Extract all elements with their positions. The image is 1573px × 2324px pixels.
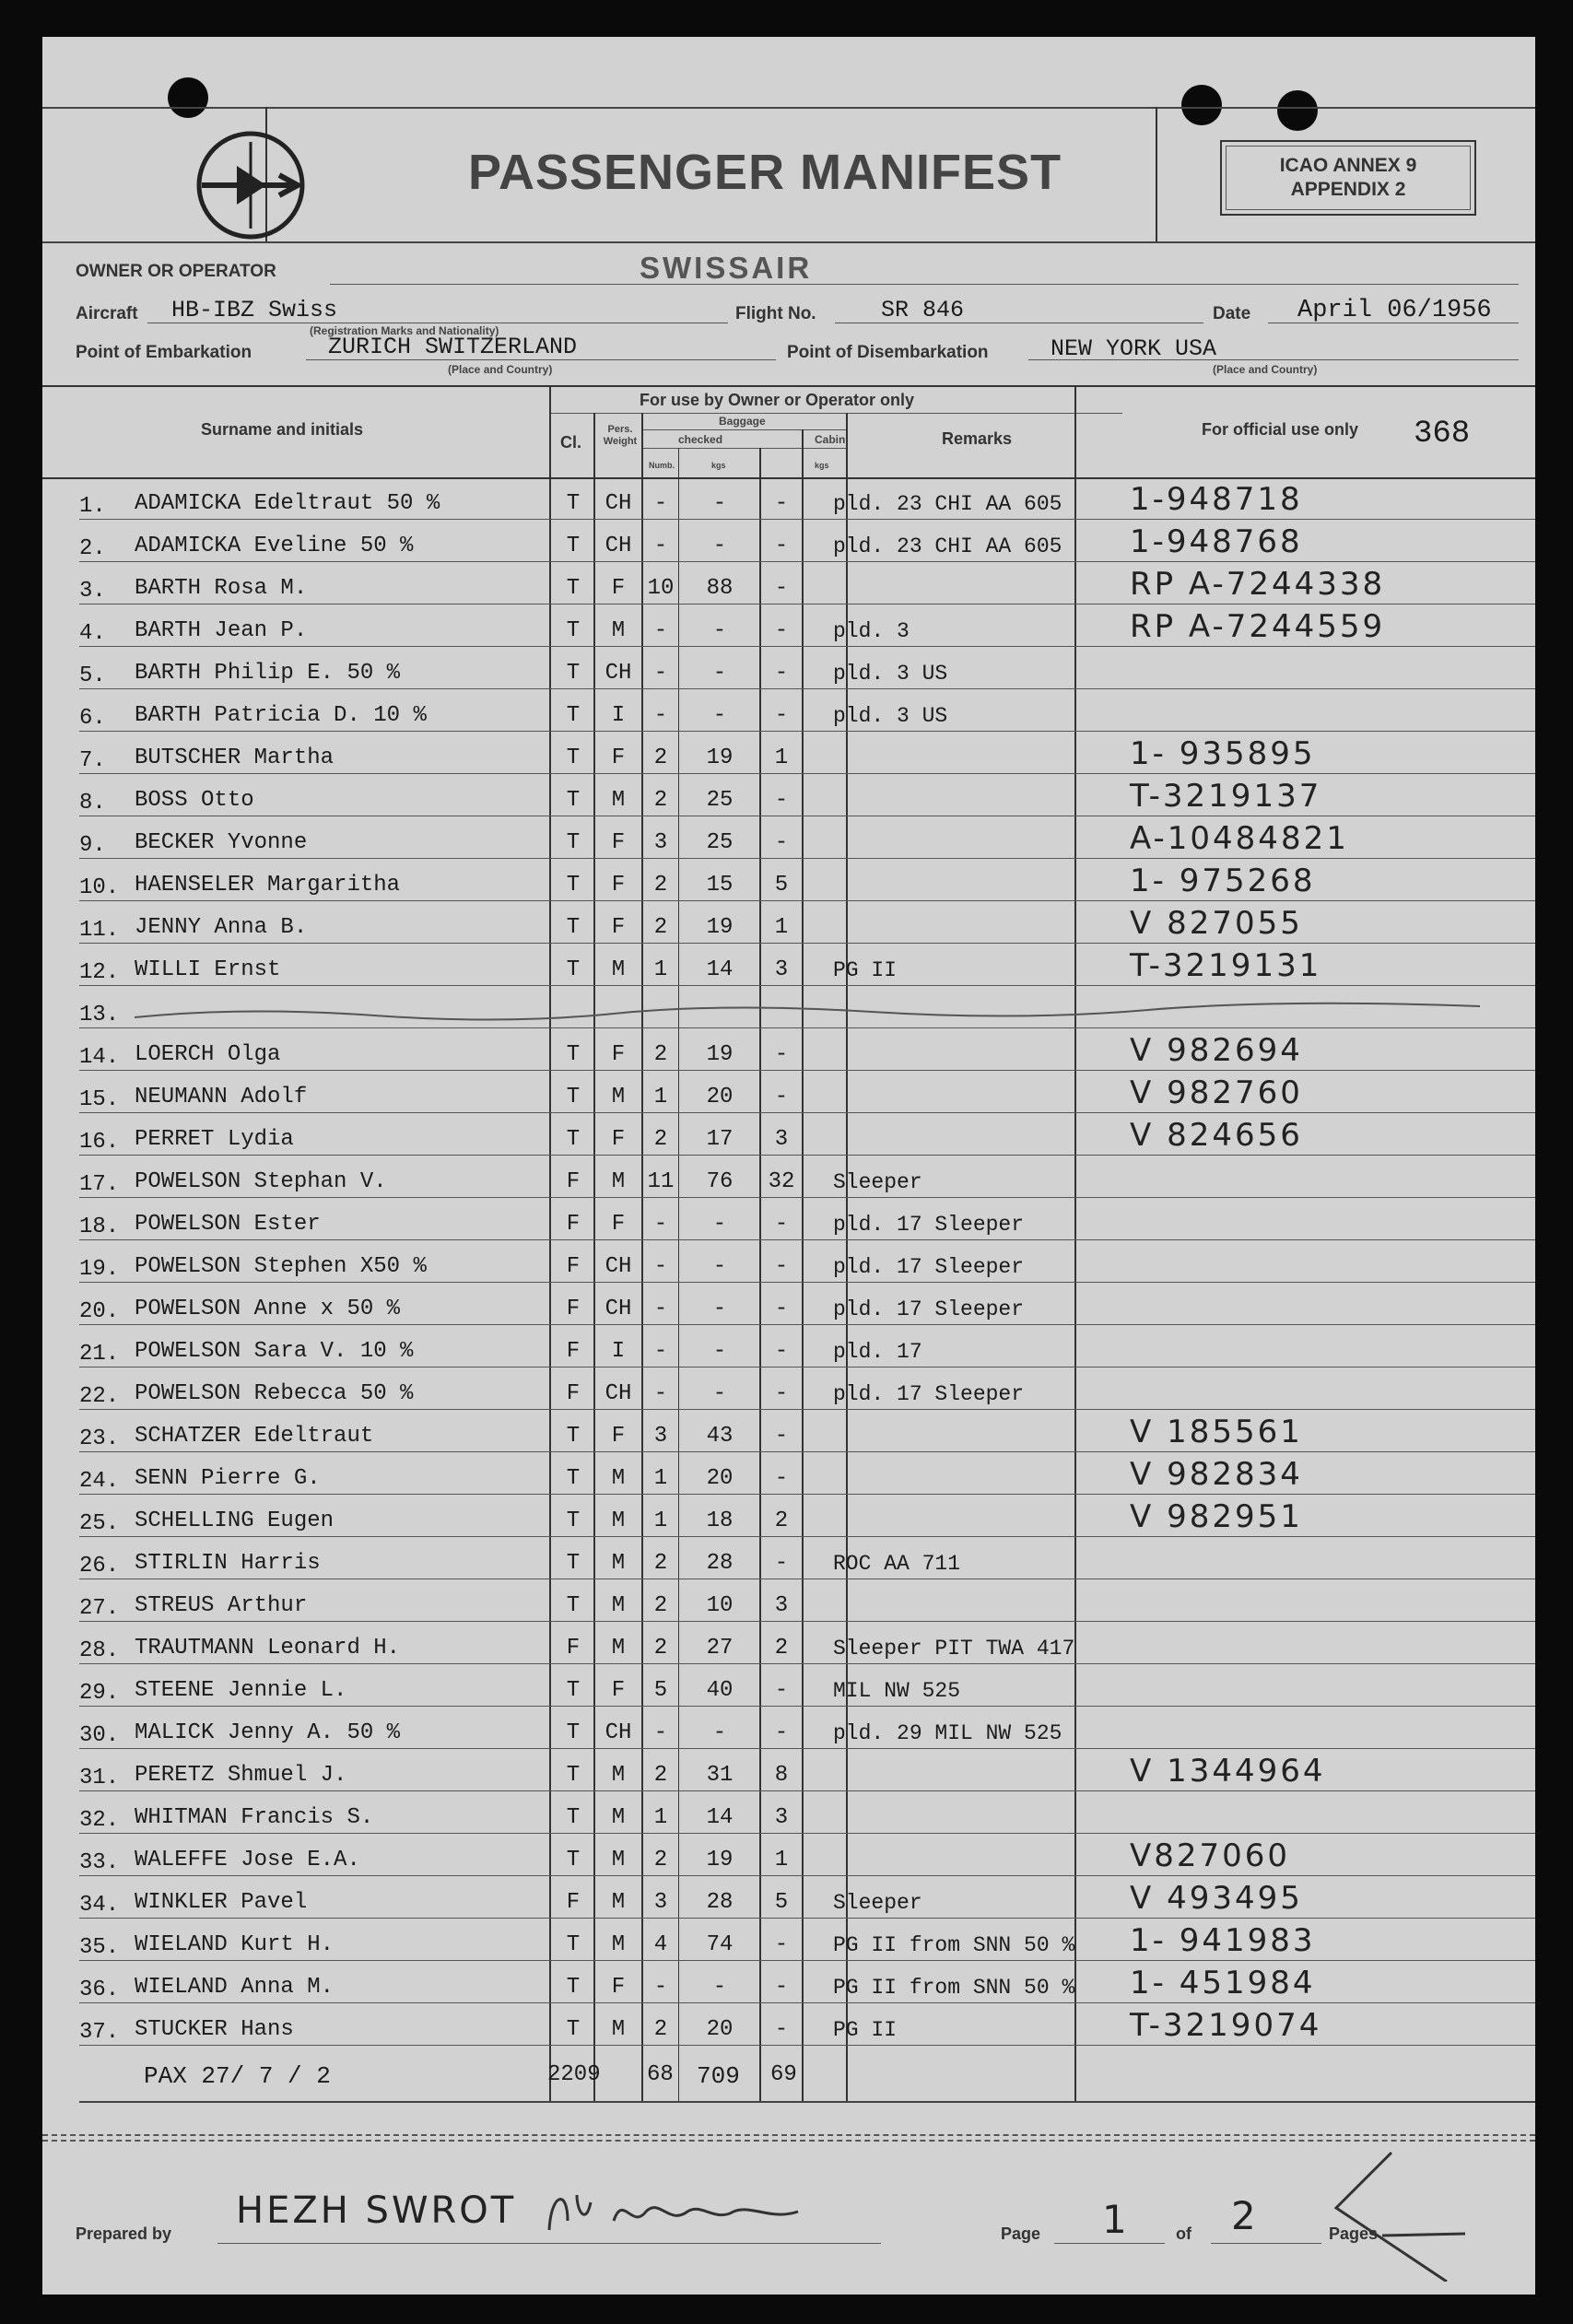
passenger-name: STIRLIN Harris xyxy=(135,1551,321,1576)
passenger-row: 21. POWELSON Sara V. 10 % F I - - - pld. 17 xyxy=(42,1327,1535,1369)
passenger-name: MALICK Jenny A. 50 % xyxy=(135,1720,401,1745)
passenger-row: 33. WALEFFE Jose E.A. T M 2 19 1 V827060 xyxy=(42,1836,1535,1878)
embark-value: ZURICH SWITZERLAND xyxy=(328,334,578,360)
official-handwriting: V 982760 xyxy=(1130,1074,1303,1111)
passenger-row: 31. PERETZ Shmuel J. T M 2 31 8 V 1344964 xyxy=(42,1751,1535,1793)
official-handwriting: V 493495 xyxy=(1130,1880,1303,1917)
passenger-row: 28. TRAUTMANN Leonard H. F M 2 27 2 Sleeper PIT TWA 417 xyxy=(42,1624,1535,1666)
aircraft-label: Aircraft xyxy=(76,304,138,323)
passenger-row: 3. BARTH Rosa M. T F 10 88 - RP A-7244338 xyxy=(42,564,1535,606)
passenger-row: 1. ADAMICKA Edeltraut 50 % T CH - - - pld. 23 CHI AA 605 1-948718 xyxy=(42,479,1535,522)
passenger-name: ADAMICKA Eveline 50 % xyxy=(135,534,414,558)
passenger-name: NEUMANN Adolf xyxy=(135,1085,308,1109)
passenger-name: STREUS Arthur xyxy=(135,1593,308,1618)
passenger-name: SCHATZER Edeltraut xyxy=(135,1424,374,1449)
passenger-row: 7. BUTSCHER Martha T F 2 19 1 1- 935895 xyxy=(42,734,1535,776)
official-handwriting: T-3219137 xyxy=(1130,778,1322,815)
icao-line: APPENDIX 2 xyxy=(1290,179,1406,200)
passenger-row: 15. NEUMANN Adolf T M 1 20 - V 982760 xyxy=(42,1073,1535,1115)
passenger-row: 17. POWELSON Stephan V. F M 11 76 32 Sleeper xyxy=(42,1157,1535,1200)
punch-hole xyxy=(1277,90,1318,131)
signature-scribble xyxy=(540,2184,816,2239)
passenger-row: 23. SCHATZER Edeltraut T F 3 43 - V 185561 xyxy=(42,1412,1535,1454)
official-handwriting: V 982951 xyxy=(1130,1498,1303,1535)
disembark-value: NEW YORK USA xyxy=(1051,335,1217,362)
prepared-by-label: Prepared by xyxy=(76,2224,172,2243)
weight-header: Pers. Weight xyxy=(603,424,638,447)
weight-total: 2209 xyxy=(547,2062,601,2087)
cabin-header: Cabin xyxy=(815,433,846,446)
owner-use-header: For use by Owner or Operator only xyxy=(640,391,915,409)
pieces-header: Numb. xyxy=(649,461,675,470)
total-pages: 2 xyxy=(1231,2193,1259,2238)
passenger-row: 24. SENN Pierre G. T M 1 20 - V 982834 xyxy=(42,1454,1535,1497)
passenger-row: 34. WINKLER Pavel F M 3 28 5 Sleeper V 493495 xyxy=(42,1878,1535,1920)
pieces-total: 68 xyxy=(647,2062,674,2087)
passenger-row: 11. JENNY Anna B. T F 2 19 1 V 827055 xyxy=(42,903,1535,945)
remarks-cell: Sleeper xyxy=(833,1891,922,1915)
passenger-row: 16. PERRET Lydia T F 2 17 3 V 824656 xyxy=(42,1115,1535,1157)
official-handwriting: V 982694 xyxy=(1130,1032,1303,1069)
remarks-cell: PG II xyxy=(833,2018,898,2042)
remarks-cell: Sleeper xyxy=(833,1170,922,1194)
passenger-name: POWELSON Ester xyxy=(135,1212,321,1237)
cabin-kgs-header: kgs xyxy=(815,461,829,470)
remarks-header: Remarks xyxy=(942,429,1013,448)
official-handwriting: 1- 451984 xyxy=(1130,1965,1316,2001)
official-handwriting: 1- 975268 xyxy=(1130,863,1316,899)
remarks-cell: ROC AA 711 xyxy=(833,1552,961,1576)
passenger-row: 30. MALICK Jenny A. 50 % T CH - - - pld. 29 MIL NW 525 xyxy=(42,1708,1535,1751)
remarks-cell: pld. 17 Sleeper xyxy=(833,1213,1025,1237)
passenger-name: BUTSCHER Martha xyxy=(135,745,335,770)
owner-value: SWISSAIR xyxy=(640,251,813,285)
icao-line: ICAO ANNEX 9 xyxy=(1279,155,1417,176)
surname-header: Surname and initials xyxy=(201,420,364,439)
passenger-row: 6. BARTH Patricia D. 10 % T I - - - pld. 3 US xyxy=(42,691,1535,734)
passenger-row: 29. STEENE Jennie L. T F 5 40 - MIL NW 525 xyxy=(42,1666,1535,1708)
passenger-row: 27. STREUS Arthur T M 2 10 3 xyxy=(42,1581,1535,1624)
registration-note: (Registration Marks and Nationality) xyxy=(310,324,499,337)
passenger-row: 5. BARTH Philip E. 50 % T CH - - - pld. 3 US xyxy=(42,649,1535,691)
remarks-cell: pld. 17 Sleeper xyxy=(833,1382,1025,1406)
official-handwriting: T-3219131 xyxy=(1130,947,1322,984)
embark-label: Point of Embarkation xyxy=(76,343,252,362)
passenger-name: PERETZ Shmuel J. xyxy=(135,1763,347,1788)
passenger-row: 19. POWELSON Stephen X50 % F CH - - - pld. 17 Sleeper xyxy=(42,1242,1535,1285)
passenger-name: POWELSON Stephen X50 % xyxy=(135,1254,427,1279)
remarks-cell: pld. 17 xyxy=(833,1340,922,1364)
passenger-row: 14. LOERCH Olga T F 2 19 - V 982694 xyxy=(42,1030,1535,1073)
passenger-row: 25. SCHELLING Eugen T M 1 18 2 V 982951 xyxy=(42,1497,1535,1539)
remarks-cell: pld. 3 xyxy=(833,619,910,643)
passenger-name: SCHELLING Eugen xyxy=(135,1508,335,1533)
passenger-name: WILLI Ernst xyxy=(135,957,281,982)
passenger-row: 10. HAENSELER Margaritha T F 2 15 5 1- 975268 xyxy=(42,861,1535,903)
cabin-total: 69 xyxy=(770,2062,797,2087)
official-handwriting: 1-948768 xyxy=(1130,523,1303,560)
passenger-name: JENNY Anna B. xyxy=(135,915,308,940)
remarks-cell: Sleeper PIT TWA 417 xyxy=(833,1637,1075,1661)
checked-header: checked xyxy=(678,433,723,446)
official-handwriting: V 1344964 xyxy=(1130,1753,1326,1790)
pages-label: Pages xyxy=(1329,2224,1379,2243)
remarks-cell: pld. 3 US xyxy=(833,704,948,728)
void-line xyxy=(135,1001,1480,1028)
remarks-cell: pld. 29 MIL NW 525 xyxy=(833,1721,1062,1745)
passenger-name: POWELSON Anne x 50 % xyxy=(135,1297,401,1321)
passenger-name: POWELSON Sara V. 10 % xyxy=(135,1339,414,1364)
passenger-name: TRAUTMANN Leonard H. xyxy=(135,1636,401,1661)
remarks-cell: pld. 17 Sleeper xyxy=(833,1255,1025,1279)
baggage-header: Baggage xyxy=(719,415,766,428)
remarks-cell: MIL NW 525 xyxy=(833,1679,961,1703)
remarks-cell: pld. 23 CHI AA 605 xyxy=(833,492,1062,516)
icao-box xyxy=(1220,140,1476,216)
passenger-name: BECKER Yvonne xyxy=(135,830,308,855)
official-handwriting: RP A-7244559 xyxy=(1130,608,1386,645)
prepared-by-signature: HEZH SWROT xyxy=(236,2189,517,2232)
passenger-row: 22. POWELSON Rebecca 50 % F CH - - - pld. 17 Sleeper xyxy=(42,1369,1535,1412)
passenger-row: 37. STUCKER Hans T M 2 20 - PG II T-3219074 xyxy=(42,2005,1535,2048)
passenger-name: ADAMICKA Edeltraut 50 % xyxy=(135,491,440,516)
passenger-row: 26. STIRLIN Harris T M 2 28 - ROC AA 711 xyxy=(42,1539,1535,1581)
passenger-row: 18. POWELSON Ester F F - - - pld. 17 Sleeper xyxy=(42,1200,1535,1242)
passenger-row: 9. BECKER Yvonne T F 3 25 - A-10484821 xyxy=(42,818,1535,861)
manifest-title: PASSENGER MANIFEST xyxy=(468,145,1062,200)
passenger-row: 36. WIELAND Anna M. T F - - - PG II from SNN 50 % 1- 451984 xyxy=(42,1963,1535,2005)
passenger-row: 8. BOSS Otto T M 2 25 - T-3219137 xyxy=(42,776,1535,818)
remarks-cell: pld. 17 Sleeper xyxy=(833,1297,1025,1321)
passenger-name: WINKLER Pavel xyxy=(135,1890,308,1915)
class-header: Cl. xyxy=(560,433,582,452)
flight-value: SR 846 xyxy=(881,297,965,323)
official-handwriting: V 824656 xyxy=(1130,1117,1303,1154)
kgs-header: kgs xyxy=(711,461,726,470)
remarks-cell: PG II from SNN 50 % xyxy=(833,1976,1075,2000)
passenger-name: STEENE Jennie L. xyxy=(135,1678,347,1703)
remarks-cell: PG II from SNN 50 % xyxy=(833,1933,1075,1957)
kgs-total: 709 xyxy=(697,2062,740,2090)
page-number: 1 xyxy=(1102,2197,1130,2242)
owner-label: OWNER OR OPERATOR xyxy=(76,262,276,281)
passenger-name: BARTH Jean P. xyxy=(135,618,308,643)
passenger-name: WALEFFE Jose E.A. xyxy=(135,1848,360,1872)
airline-logo-icon xyxy=(194,129,307,241)
passenger-name: WIELAND Kurt H. xyxy=(135,1932,335,1957)
cancel-mark xyxy=(1327,2143,1493,2282)
manifest-sheet xyxy=(42,37,1535,2295)
passenger-row: 2. ADAMICKA Eveline 50 % T CH - - - pld. 23 CHI AA 605 1-948768 xyxy=(42,522,1535,564)
passenger-row: 12. WILLI Ernst T M 1 14 3 PG II T-3219131 xyxy=(42,945,1535,988)
official-handwriting: 1- 935895 xyxy=(1130,735,1316,772)
passenger-name: WIELAND Anna M. xyxy=(135,1975,335,2000)
official-handwriting: V 982834 xyxy=(1130,1456,1303,1493)
punch-hole xyxy=(168,77,208,118)
remarks-cell: pld. 3 US xyxy=(833,662,948,686)
passenger-row: 35. WIELAND Kurt H. T M 4 74 - PG II from SNN 50 % 1- 941983 xyxy=(42,1920,1535,1963)
passenger-name: SENN Pierre G. xyxy=(135,1466,321,1491)
remarks-cell: PG II xyxy=(833,958,898,982)
official-handwriting: A-10484821 xyxy=(1130,820,1349,857)
embark-note: (Place and Country) xyxy=(448,363,553,376)
official-handwriting: V 185561 xyxy=(1130,1414,1303,1450)
passenger-name: HAENSELER Margaritha xyxy=(135,873,401,898)
passenger-name: STUCKER Hans xyxy=(135,2017,294,2042)
page-label: Page xyxy=(1001,2224,1041,2243)
official-handwriting: V 827055 xyxy=(1130,905,1303,942)
passenger-name: BARTH Patricia D. 10 % xyxy=(135,703,427,728)
official-use-header: For official use only xyxy=(1202,420,1359,439)
passenger-name: BARTH Rosa M. xyxy=(135,576,308,601)
official-handwriting: 1- 941983 xyxy=(1130,1922,1316,1959)
official-handwriting: 1-948718 xyxy=(1130,481,1303,518)
passenger-row: 20. POWELSON Anne x 50 % F CH - - - pld. 17 Sleeper xyxy=(42,1285,1535,1327)
passenger-row: 4. BARTH Jean P. T M - - - pld. 3 RP A-7244559 xyxy=(42,606,1535,649)
passenger-name: BOSS Otto xyxy=(135,788,254,813)
official-handwriting: V827060 xyxy=(1130,1837,1291,1874)
pax-total: PAX 27/ 7 / 2 xyxy=(144,2062,331,2090)
passenger-name: BARTH Philip E. 50 % xyxy=(135,661,401,686)
passenger-name: PERRET Lydia xyxy=(135,1127,294,1152)
official-number: 368 xyxy=(1414,417,1471,452)
date-value: April 06/1956 xyxy=(1297,297,1492,324)
passenger-name: WHITMAN Francis S. xyxy=(135,1805,374,1830)
passenger-name: POWELSON Stephan V. xyxy=(135,1169,387,1194)
of-label: of xyxy=(1176,2224,1191,2243)
date-label: Date xyxy=(1213,304,1251,323)
disembark-label: Point of Disembarkation xyxy=(787,343,989,362)
disembark-note: (Place and Country) xyxy=(1213,363,1318,376)
official-handwriting: T-3219074 xyxy=(1130,2007,1322,2044)
remarks-cell: pld. 23 CHI AA 605 xyxy=(833,534,1062,558)
punch-hole xyxy=(1181,85,1222,125)
aircraft-value: HB-IBZ Swiss xyxy=(171,297,338,323)
passenger-name: POWELSON Rebecca 50 % xyxy=(135,1381,414,1406)
passenger-row: 32. WHITMAN Francis S. T M 1 14 3 xyxy=(42,1793,1535,1836)
official-handwriting: RP A-7244338 xyxy=(1130,566,1386,603)
flight-label: Flight No. xyxy=(735,304,816,323)
passenger-name: LOERCH Olga xyxy=(135,1042,281,1067)
passenger-row: 13. xyxy=(42,988,1535,1030)
